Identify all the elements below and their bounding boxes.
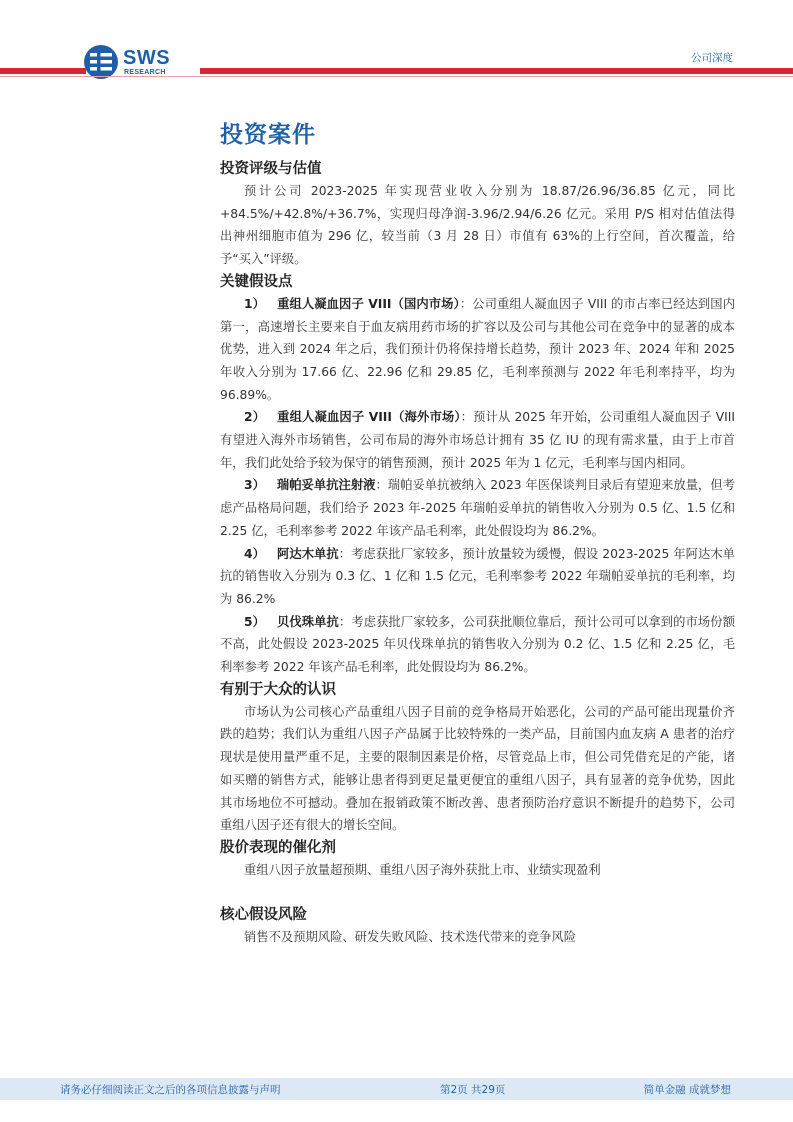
section-heading-rating: 投资评级与估值 xyxy=(220,161,322,177)
assumption-title: 瑞帕妥单抗注射液 xyxy=(276,478,376,493)
brand-sub: RESEARCH xyxy=(124,69,166,76)
assumption-title: 贝伐珠单抗 xyxy=(277,614,339,629)
main-content xyxy=(220,118,735,948)
assumption-number: 3） xyxy=(244,478,265,493)
rating-paragraph: 预计公司 2023-2025 年实现营业收入分别为 18.87/26.96/36.85 亿元，同比+84.5%/+42.8%/+36.7%，实现归母净润-3.96/2.94/6.26 亿元。采用 P/S 相对估值法得出神州细胞市值为 296 亿，较当前（3 月 28 日）市值有 63%的上行空间，首次覆盖，给予“买入”评级。 xyxy=(220,184,735,267)
assumption-text: ：预计从 2025 年开始，公司重组人凝血因子 VIII 有望进入海外市场销售，公司布局的海外市场总计拥有 35 亿 IU 的现有需求量，由于上市首年，我们此处给予较为保守的销售预测，预计 2025 年为 1 亿元，毛利率与国内相同。 xyxy=(220,410,735,470)
assumption-item xyxy=(220,293,735,407)
header-rule-left xyxy=(0,68,86,74)
assumption-item xyxy=(220,474,735,542)
assumption-number: 4） xyxy=(244,546,265,561)
brand-name: SWS xyxy=(123,47,171,69)
section-heading-assumptions: 关键假设点 xyxy=(220,273,293,290)
section-heading-different-view: 有别于大众的认识 xyxy=(220,681,336,698)
assumption-number: 5） xyxy=(244,614,266,629)
footer-slogan: 简单金融 成就梦想 xyxy=(643,1084,731,1096)
section-heading-catalyst: 股价表现的催化剂 xyxy=(220,839,336,856)
assumption-item xyxy=(220,543,735,611)
assumption-title: 重组人凝血因子 VIII（国内市场） xyxy=(277,296,460,311)
footer-disclaimer: 请务必仔细阅读正文之后的各项信息披露与声明 xyxy=(60,1084,281,1096)
page-number: 第2页 共29页 xyxy=(440,1084,506,1096)
assumption-title: 阿达木单抗 xyxy=(276,546,339,561)
assumption-item xyxy=(220,406,735,474)
assumption-item xyxy=(220,611,735,679)
assumption-text: ：考虑获批厂家较多，预计放量较为缓慢，假设 2023-2025 年阿达木单抗的销售收入分别为 0.3 亿、1 亿和 1.5 亿元，毛利率参考 2022 年瑞帕妥单抗的毛利率，均为 86.2% xyxy=(220,546,735,606)
header-rule-right xyxy=(200,68,793,74)
page-title: 投资案件 xyxy=(220,122,316,148)
catalyst-paragraph: 重组八因子放量超预期、重组八因子海外获批上市、业绩实现盈利 xyxy=(244,862,601,877)
page-footer xyxy=(0,1078,793,1100)
section-heading-risk: 核心假设风险 xyxy=(220,906,307,923)
assumption-text: ：考虑获批厂家较多，公司获批顺位靠后，预计公司可以拿到的市场份额不高，此处假设 2023-2025 年贝伐珠单抗的销售收入分别为 0.2 亿、1.5 亿和 2.25 亿，毛利率参考 2022 年该产品毛利率，此处假设均为 86.2%。 xyxy=(220,614,735,675)
header-rule-thin xyxy=(0,76,793,77)
assumption-number: 1） xyxy=(244,296,266,311)
risk-paragraph: 销售不及预期风险、研发失败风险、技术迭代带来的竞争风险 xyxy=(244,929,577,944)
report-type-tag: 公司深度 xyxy=(691,52,733,64)
different-view-paragraph: 市场认为公司核心产品重组八因子目前的竞争格局开始恶化，公司的产品可能出现量价齐跌的趋势；我们认为重组八因子产品属于比较特殊的一类产品，目前国内血友病 A 患者的治疗现状是使用量严重不足，主要的限制因素是价格，尽管竞品上市，但公司凭借充足的产能，诸如买赠的销售方式，能够让患者得到更足量更便宜的重组八因子，具有显著的竞争优势，因此其市场地位不可撼动。叠加在报销政策不断改善、患者预防治疗意识不断提升的趋势下，公司重组八因子还有很大的增长空间。 xyxy=(220,704,735,833)
sws-logo-icon xyxy=(83,44,119,80)
assumption-text: ：瑞帕妥单抗被纳入 2023 年医保谈判目录后有望迎来放量，但考虑产品格局问题，我们给予 2023 年-2025 年瑞帕妥单抗的销售收入分别为 0.5 亿、1.5 亿和 2.25 亿，毛利率参考 2022 年该产品毛利率，此处假设均为 86.2%。 xyxy=(220,478,735,538)
assumption-title: 重组人凝血因子 VIII（海外市场） xyxy=(277,410,461,425)
assumption-text: ：公司重组人凝血因子 VIII 的市占率已经达到国内第一，高速增长主要来自于血友病用药市场的扩容以及公司与其他公司在竞争中的显著的成本优势，进入到 2024 年之后，我们预计仍将保持增长趋势，预计 2023 年、2024 年和 2025 年收入分别为 17.66 亿、22.96 亿和 29.85 亿，毛利率预测与 2022 年毛利率持平，均为 96.89%。 xyxy=(220,296,736,402)
assumption-number: 2） xyxy=(244,410,266,425)
